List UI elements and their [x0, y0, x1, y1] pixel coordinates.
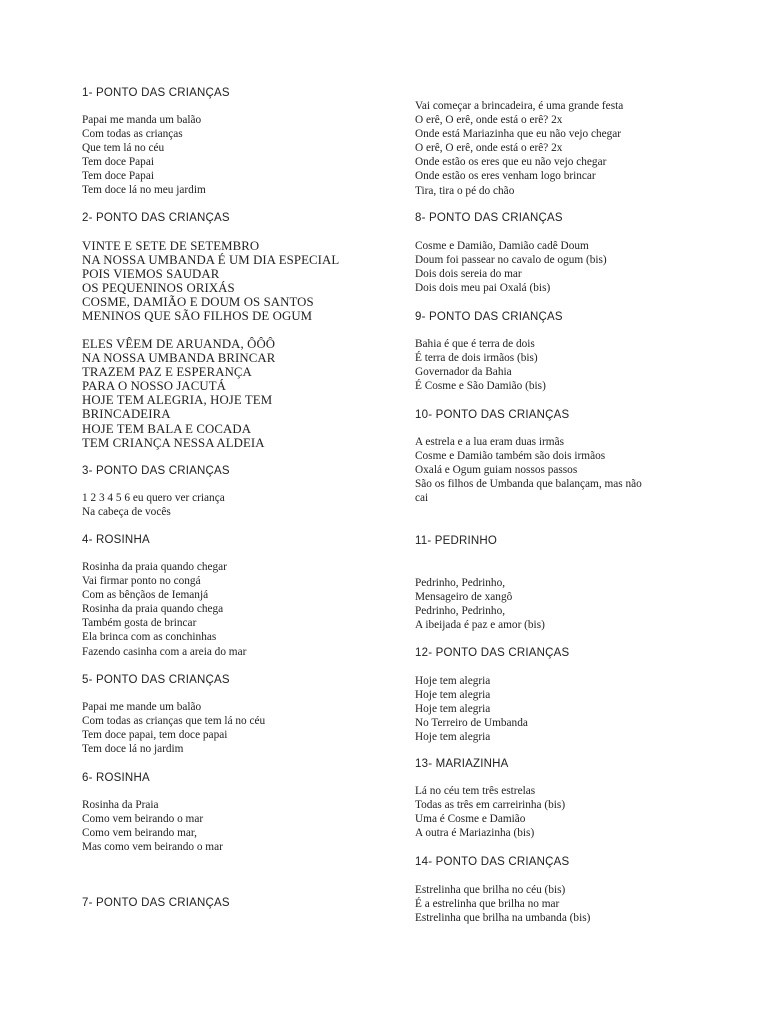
song-heading-6: 6- ROSINHA	[82, 772, 150, 784]
lyric-line: A ibeijada é paz e amor (bis)	[415, 619, 545, 632]
lyric-line: Uma é Cosme e Damião	[415, 813, 526, 826]
lyric-line: PARA O NOSSO JACUTÁ	[82, 379, 227, 394]
lyric-line: Estrelinha que brilha no céu (bis)	[415, 884, 566, 896]
song-heading-5: 5- PONTO DAS CRIANÇAS	[82, 674, 230, 686]
song-heading-1: 1- PONTO DAS CRIANÇAS	[82, 87, 230, 99]
lyric-line: Como vem beirando o mar	[82, 813, 204, 826]
lyric-line: Mas como vem beirando o mar	[82, 841, 223, 854]
lyric-line: Bahia é que é terra de dois	[415, 338, 535, 350]
lyric-line: Hoje tem alegria	[415, 703, 491, 716]
song-heading-3: 3- PONTO DAS CRIANÇAS	[82, 465, 230, 477]
song-lyrics-14	[415, 883, 715, 925]
lyric-line: Pedrinho, Pedrinho,	[415, 577, 506, 589]
lyric-line: Como vem beirando mar,	[82, 827, 197, 840]
lyric-line: Na cabeça de vocês	[82, 506, 171, 519]
lyric-line: Com todas as crianças que tem lá no céu	[82, 715, 266, 728]
lyric-line: OS PEQUENINOS ORIXÁS	[82, 281, 235, 296]
song-lyrics-5	[82, 700, 402, 756]
lyric-line: Rosinha da praia quando chega	[82, 603, 224, 616]
song-lyrics-3	[82, 491, 402, 519]
song-heading-8: 8- PONTO DAS CRIANÇAS	[415, 212, 563, 224]
lyric-line: Vai firmar ponto no congá	[82, 575, 201, 588]
lyric-line: ELES VÊEM DE ARUANDA, ÔÔÔ	[82, 337, 276, 351]
lyric-line: MENINOS QUE SÃO FILHOS DE OGUM	[82, 309, 313, 324]
song-heading-13: 13- MARIAZINHA	[415, 758, 509, 770]
song-heading-2: 2- PONTO DAS CRIANÇAS	[82, 212, 230, 224]
song-lyrics-10	[415, 435, 715, 505]
song-lyrics-2b	[82, 337, 402, 450]
song-lyrics-13	[415, 784, 715, 840]
lyric-line: COSME, DAMIÃO E DOUM OS SANTOS	[82, 295, 314, 310]
song-heading-12: 12- PONTO DAS CRIANÇAS	[415, 647, 570, 659]
lyric-line: São os filhos de Umbanda que balançam, mas não	[415, 478, 642, 491]
lyric-line: É a estrelinha que brilha no mar	[415, 898, 560, 911]
lyric-line: O erê, O erê, onde está o erê? 2x	[415, 114, 563, 127]
song-lyrics-1	[82, 113, 402, 198]
lyric-line: O erê, O erê, onde está o erê? 2x	[415, 142, 563, 155]
lyric-line: Oxalá e Ogum guiam nossos passos	[415, 464, 578, 477]
lyric-line: Doum foi passear no cavalo de ogum (bis)	[415, 254, 607, 267]
lyric-line: Com todas as crianças	[82, 128, 183, 141]
lyric-line: Cosme e Damião, Damião cadê Doum	[415, 240, 589, 252]
lyric-line: Rosinha da praia quando chegar	[82, 561, 227, 573]
lyric-line: Cosme e Damião também são dois irmãos	[415, 450, 606, 463]
lyric-line: NA NOSSA UMBANDA BRINCAR	[82, 351, 276, 366]
lyric-line: Onde está Mariazinha que eu não vejo chegar	[415, 128, 622, 141]
lyric-line: Que tem lá no céu	[82, 142, 165, 155]
lyric-line: A estrela e a lua eram duas irmãs	[415, 436, 564, 448]
lyric-line: 1 2 3 4 5 6 eu quero ver criança	[82, 492, 225, 504]
lyric-line: TEM CRIANÇA NESSA ALDEIA	[82, 435, 265, 450]
lyric-line: Papai me mande um balão	[82, 701, 202, 713]
song-heading-14: 14- PONTO DAS CRIANÇAS	[415, 856, 570, 868]
song-heading-10: 10- PONTO DAS CRIANÇAS	[415, 409, 570, 421]
lyric-line: Onde estão os eres venham logo brincar	[415, 170, 596, 183]
song-heading-9: 9- PONTO DAS CRIANÇAS	[415, 311, 563, 323]
lyric-line: HOJE TEM BALA E COCADA	[82, 421, 252, 436]
lyric-line: Tem doce papai, tem doce papai	[82, 729, 228, 742]
lyric-line: Estrelinha que brilha na umbanda (bis)	[415, 912, 591, 925]
song-lyrics-6	[82, 798, 402, 854]
song-heading-7: 7- PONTO DAS CRIANÇAS	[82, 897, 230, 909]
lyric-line: Fazendo casinha com a areia do mar	[82, 645, 247, 658]
song-heading-11: 11- PEDRINHO	[415, 535, 498, 547]
lyric-line: Com as bênçãos de Iemanjá	[82, 589, 209, 602]
lyric-line: POIS VIEMOS SAUDAR	[82, 267, 220, 282]
lyric-line: Ela brinca com as conchinhas	[82, 631, 217, 644]
lyric-line: Todas as três em carreirinha (bis)	[415, 799, 566, 812]
lyric-line: No Terreiro de Umbanda	[415, 717, 528, 730]
lyric-line: Mensageiro de xangô	[415, 591, 513, 604]
lyric-line: Dois dois meu pai Oxalá (bis)	[415, 282, 551, 295]
lyric-line: Também gosta de brincar	[82, 617, 197, 630]
lyric-line: Hoje tem alegria	[415, 675, 491, 687]
song-lyrics-4	[82, 560, 402, 659]
lyric-line: Onde estão os eres que eu não vejo chegar	[415, 156, 607, 169]
lyric-line: Vai começar a brincadeira, é uma grande festa	[415, 100, 624, 112]
song-lyrics-7	[415, 99, 715, 198]
song-heading-4: 4- ROSINHA	[82, 534, 150, 546]
song-lyrics-8	[415, 239, 715, 295]
lyric-line: Hoje tem alegria	[415, 689, 491, 702]
song-lyrics-12	[415, 674, 715, 744]
lyric-line: Pedrinho, Pedrinho,	[415, 605, 506, 618]
lyric-line: TRAZEM PAZ E ESPERANÇA	[82, 365, 252, 380]
lyric-line: BRINCADEIRA	[82, 407, 171, 422]
lyric-line: Tem doce lá no jardim	[82, 743, 184, 756]
lyric-line: É terra de dois irmãos (bis)	[415, 352, 538, 365]
lyric-line: Tem doce lá no meu jardim	[82, 184, 206, 197]
lyric-line: Tira, tira o pé do chão	[415, 184, 515, 197]
song-lyrics-11	[415, 576, 715, 632]
lyric-line: VINTE E SETE DE SETEMBRO	[82, 239, 260, 253]
lyric-line: É Cosme e São Damião (bis)	[415, 380, 546, 393]
lyric-line: Rosinha da Praia	[82, 799, 159, 811]
song-lyrics-2a	[82, 239, 402, 324]
lyric-line: Governador da Bahia	[415, 366, 512, 379]
lyric-line: A outra é Mariazinha (bis)	[415, 827, 535, 840]
song-lyrics-9	[415, 337, 715, 393]
lyric-line: cai	[415, 492, 429, 505]
lyric-line: NA NOSSA UMBANDA É UM DIA ESPECIAL	[82, 253, 340, 268]
lyric-line: Tem doce Papai	[82, 156, 154, 169]
lyric-line: Dois dois sereia do mar	[415, 268, 522, 281]
lyric-line: HOJE TEM ALEGRIA, HOJE TEM	[82, 393, 273, 408]
lyric-line: Tem doce Papai	[82, 170, 154, 183]
lyric-line: Hoje tem alegria	[415, 731, 491, 744]
lyric-line: Papai me manda um balão	[82, 114, 202, 126]
lyric-line: Lá no céu tem três estrelas	[415, 785, 536, 797]
